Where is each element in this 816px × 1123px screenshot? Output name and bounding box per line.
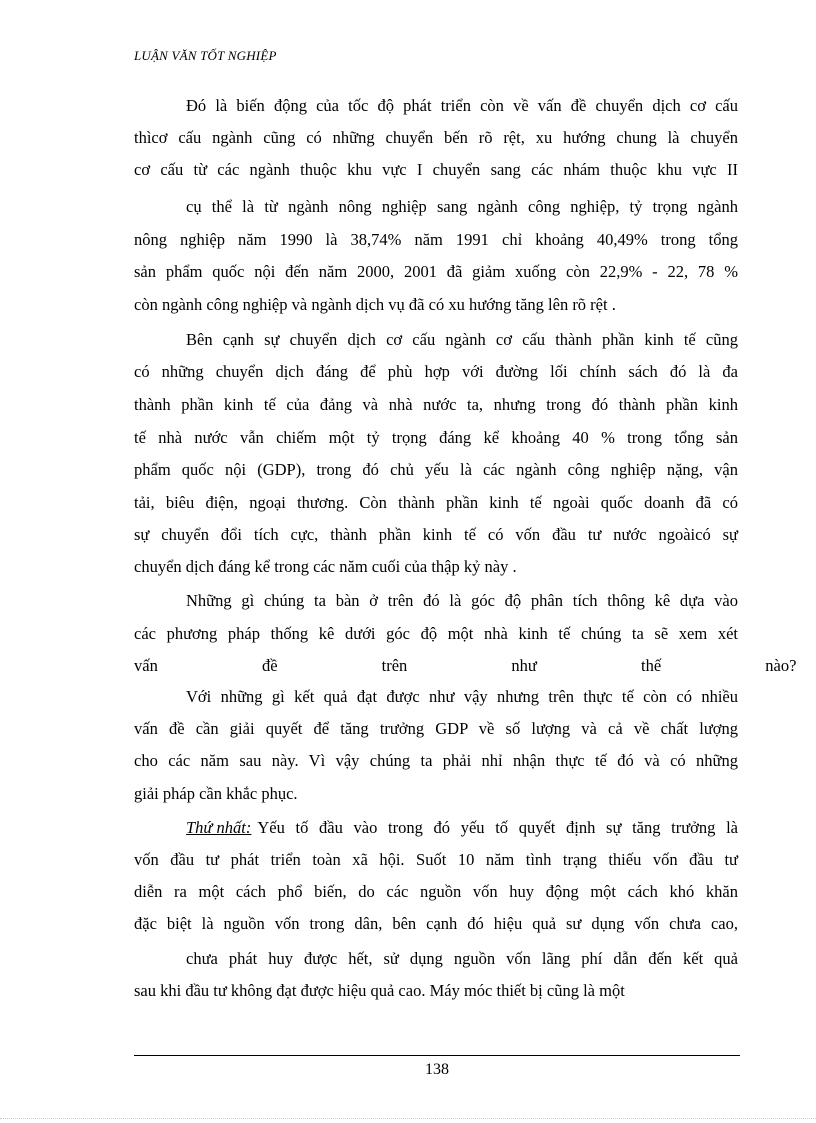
text-line: diễn ra một cách phổ biến, do các nguồn vốn huy động một cách khó khăn <box>134 882 738 901</box>
text-line: cơ cấu từ các ngành thuộc khu vực I chuyển sang các nhám thuộc khu vực II <box>134 160 738 179</box>
text-line: thìcơ cấu ngành cũng có những chuyển bến rõ rệt, xu hướng chung là chuyển <box>134 128 738 147</box>
text-line: sau khi đầu tư không đạt được hiệu quả cao. Máy móc thiết bị cũng là một <box>134 981 625 1000</box>
text-line: tế nhà nước vẫn chiếm một tỷ trọng đáng kể khoảng 40 % trong tổng sản <box>134 428 738 447</box>
text-line: Bên cạnh sự chuyển dịch cơ cấu ngành cơ cấu thành phần kinh tế cũng <box>186 330 738 349</box>
text-line: vấn đề cần giải quyết để tăng trưởng GDP về số lượng và cả về chất lượng <box>134 719 738 738</box>
text-line: cụ thể là từ ngành nông nghiệp sang ngành công nghiệp, tỷ trọng ngành <box>186 197 738 216</box>
text-line: còn ngành công nghiệp và ngành dịch vụ đã có xu hướng tăng lên rõ rệt . <box>134 295 616 314</box>
text-line: các phương pháp thống kê dưới góc độ một nhà kinh tế chúng ta sẽ xem xét <box>134 624 738 643</box>
text-line: vốn đầu tư phát triển toàn xã hội. Suốt 10 năm tình trạng thiếu vốn đầu tư <box>134 850 738 869</box>
text-line: chuyển dịch đáng kể trong các năm cuối của thập kỷ này . <box>134 557 517 576</box>
text-line: sản phẩm quốc nội đến năm 2000, 2001 đã giảm xuống còn 22,9% - 22, 78 % <box>134 262 738 281</box>
text-line: vấn đề trên như thế nào? <box>134 656 797 675</box>
text-line: giải pháp cần khắc phục. <box>134 784 298 803</box>
text-line: thành phần kinh tế của đảng và nhà nước ta, nhưng trong đó thành phần kinh <box>134 395 738 414</box>
footer-rule <box>134 1055 740 1056</box>
text-line: tải, biêu điện, ngoại thương. Còn thành phần kinh tế ngoài quốc doanh đã có <box>134 493 738 512</box>
text-line <box>186 818 738 838</box>
text-line: cho các năm sau này. Vì vậy chúng ta phải nhỉ nhận thực tế đó và có những <box>134 751 738 770</box>
text-line: có những chuyển dịch đáng để phù hợp với đường lối chính sách đó là đa <box>134 362 738 381</box>
lead-label: Thứ nhất: <box>186 818 252 837</box>
text-line: chưa phát huy được hết, sử dụng nguồn vốn lãng phí dẫn đến kết quả <box>186 949 738 968</box>
page-number: 138 <box>425 1061 449 1078</box>
page-edge-divider <box>0 1118 816 1119</box>
text-line: nông nghiệp năm 1990 là 38,74% năm 1991 chỉ khoảng 40,49% trong tổng <box>134 230 738 249</box>
text-line: Với những gì kết quả đạt được như vậy nhưng trên thực tế còn có nhiều <box>186 687 738 706</box>
text-line: Những gì chúng ta bàn ở trên đó là góc độ phân tích thông kê dựa vào <box>186 591 738 610</box>
text-line: Đó là biến động của tốc độ phát triển còn về vấn đề chuyển dịch cơ cấu <box>186 96 738 115</box>
text-line: phẩm quốc nội (GDP), trong đó chủ yếu là các ngành công nghiệp nặng, vận <box>134 460 738 479</box>
text-line-rest: Yếu tố đầu vào trong đó yếu tố quyết định sự tăng trưởng là <box>257 818 738 837</box>
text-line: sự chuyển đổi tích cực, thành phần kinh tế có vốn đầu tư nước ngoàicó sự <box>134 525 738 544</box>
running-header: LUẬN VĂN TỐT NGHIỆP <box>134 48 277 63</box>
text-line: đặc biệt là nguồn vốn trong dân, bên cạnh đó hiệu quả sư dụng vốn chưa cao, <box>134 914 738 933</box>
